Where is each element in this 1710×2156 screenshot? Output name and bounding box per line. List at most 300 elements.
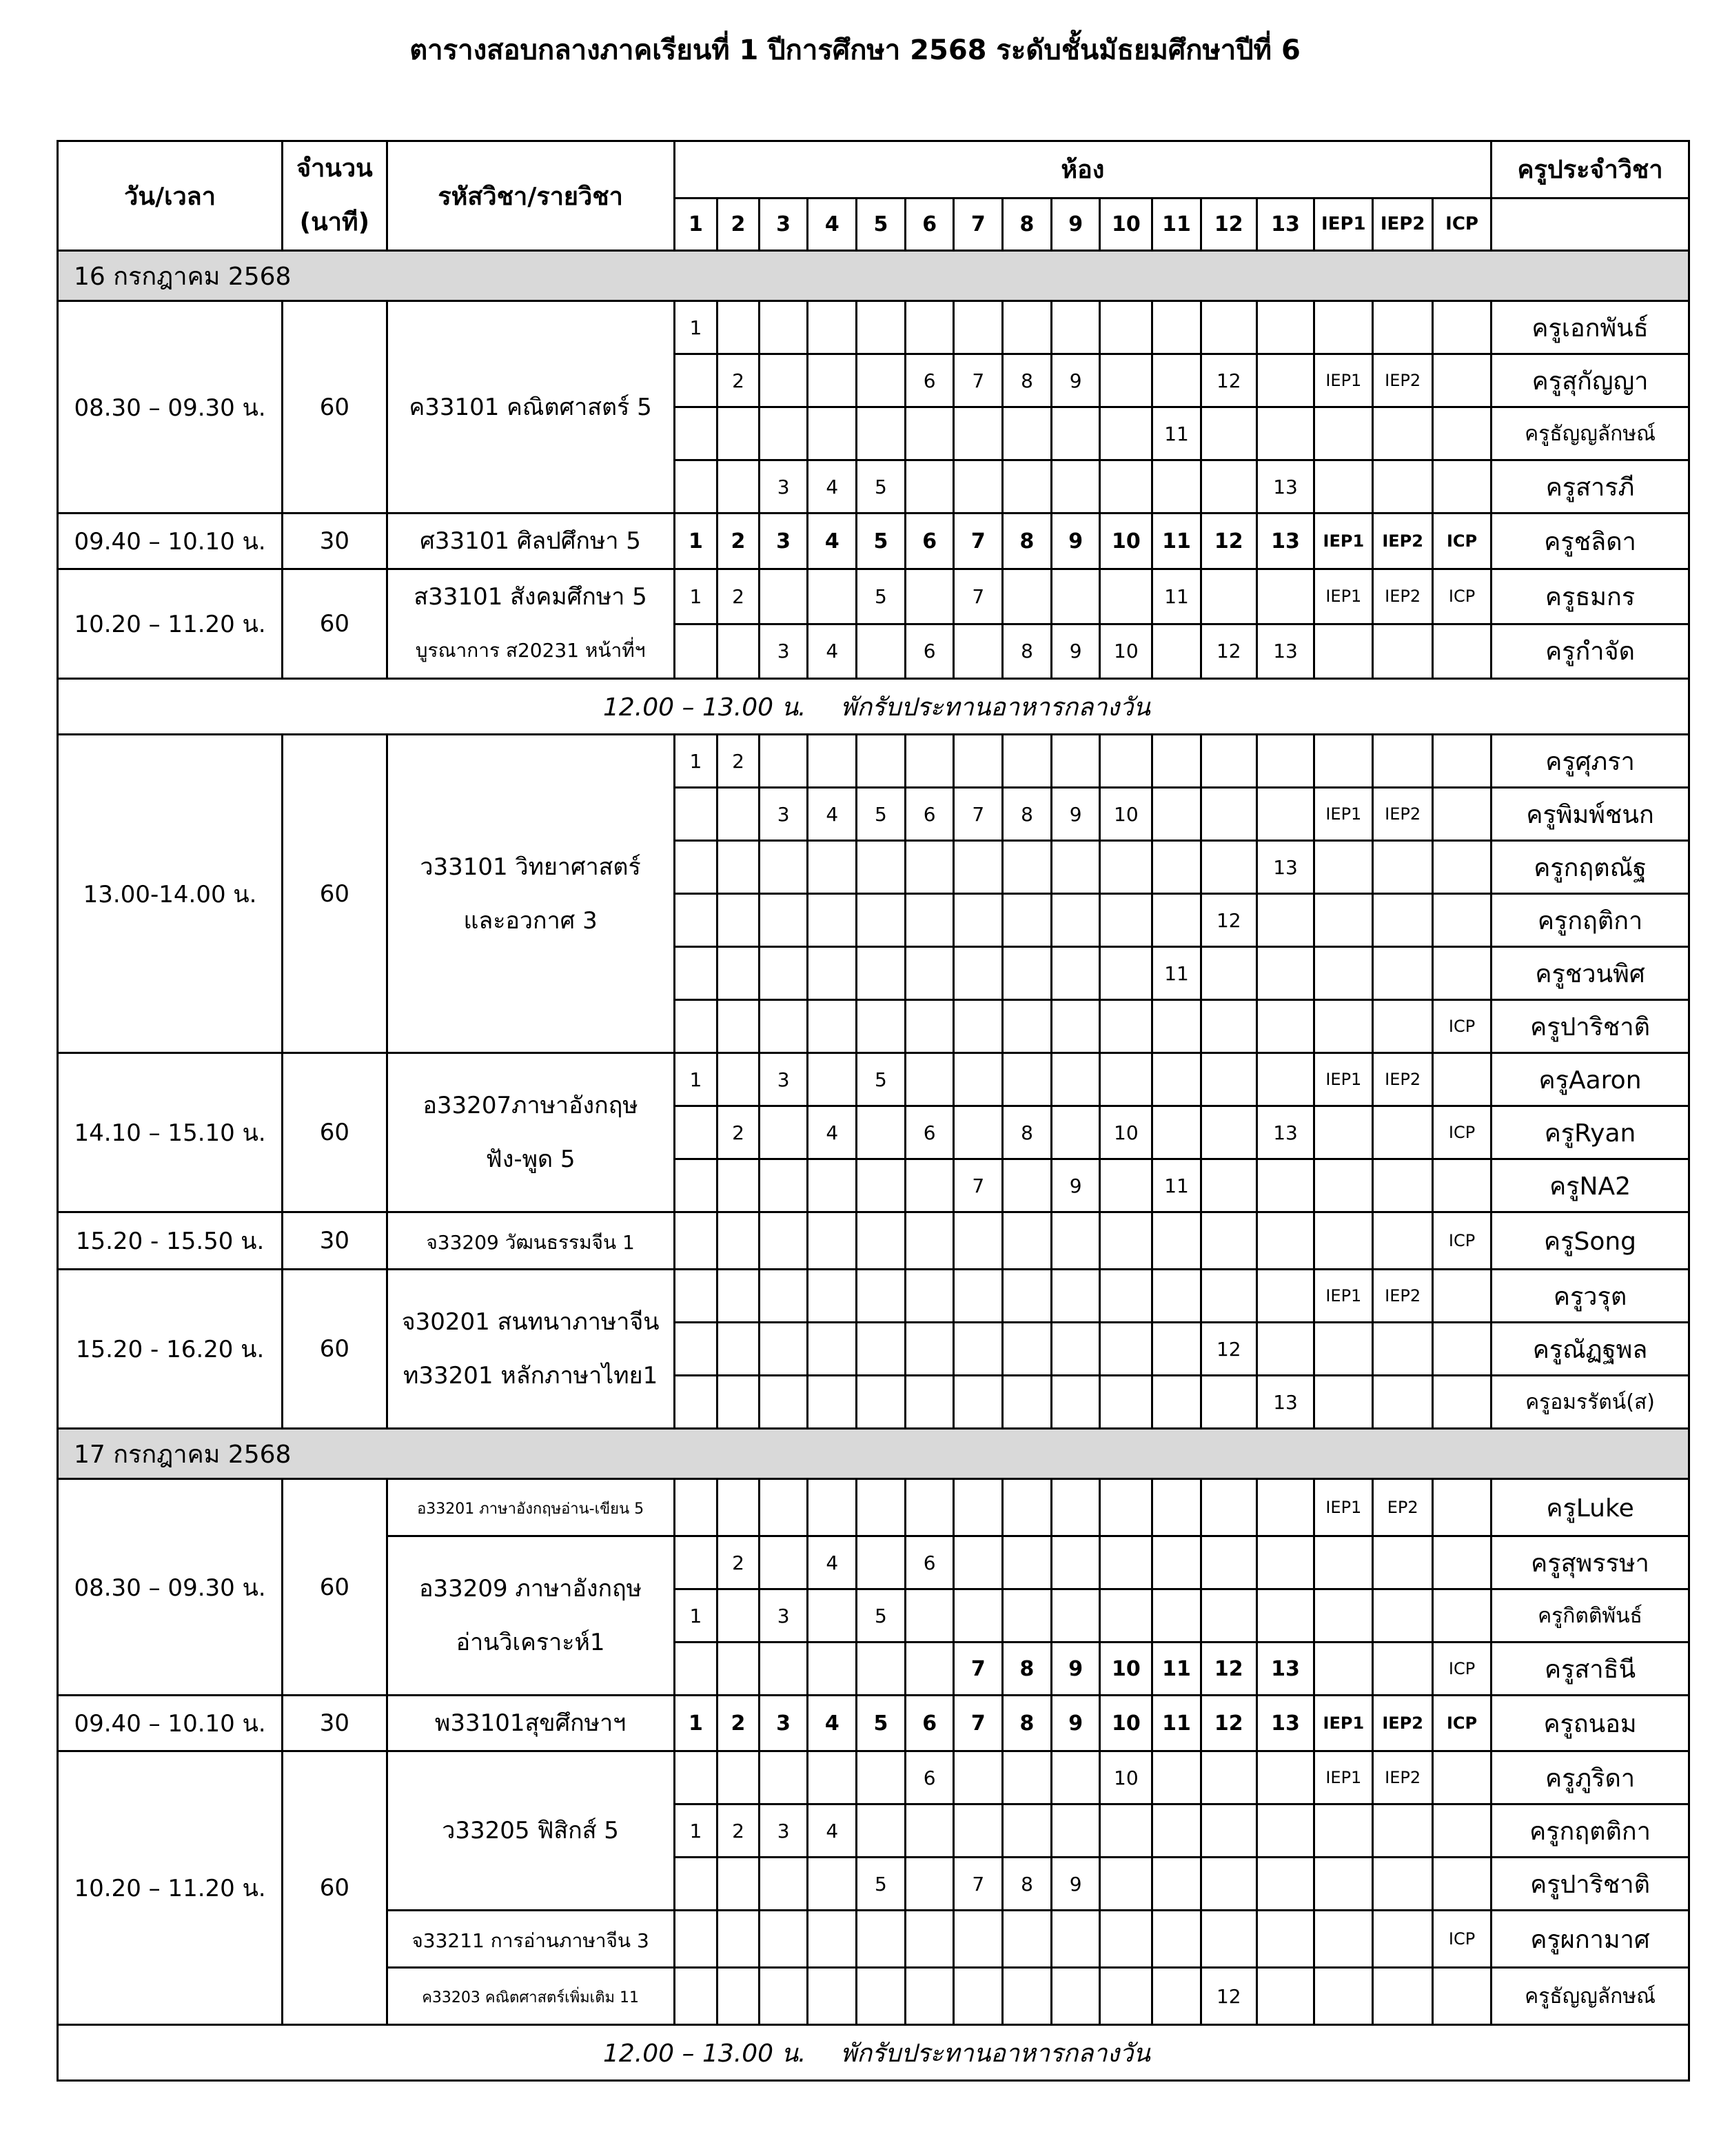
room-cell-iep1 xyxy=(1314,1212,1373,1270)
room-cell-1: 1 xyxy=(674,513,717,569)
subject-cell xyxy=(387,301,674,513)
room-cell-9 xyxy=(1051,841,1100,894)
room-cell-6: 6 xyxy=(905,1751,954,1804)
room-cell-4 xyxy=(808,1053,857,1106)
room-cell-7: 7 xyxy=(954,1858,1003,1911)
room-cell-8 xyxy=(1003,1159,1052,1212)
room-cell-2 xyxy=(717,788,760,841)
room-cell-iep1: IEP1 xyxy=(1314,1751,1373,1804)
subject-name: จ30201 สนทนาภาษาจีน xyxy=(401,1308,660,1336)
room-cell-iep2 xyxy=(1373,624,1433,679)
room-cell-iep1: IEP1 xyxy=(1314,1479,1373,1536)
room-cell-icp: ICP xyxy=(1433,1643,1492,1696)
room-cell-5 xyxy=(857,1323,906,1376)
room-cell-1 xyxy=(674,1968,717,2025)
room-cell-1 xyxy=(674,1911,717,1968)
room-cell-3: 3 xyxy=(759,1696,808,1751)
room-cell-1: 1 xyxy=(674,1696,717,1751)
room-cell-7 xyxy=(954,841,1003,894)
room-cell-icp xyxy=(1433,1053,1492,1106)
room-cell-5: 5 xyxy=(857,788,906,841)
room-cell-11 xyxy=(1152,788,1201,841)
room-cell-icp xyxy=(1433,1858,1492,1911)
room-cell-11: 11 xyxy=(1152,407,1201,460)
room-cell-2: 2 xyxy=(717,735,760,788)
table-row xyxy=(58,1212,1689,1270)
room-cell-8 xyxy=(1003,1323,1052,1376)
room-header-4: 4 xyxy=(808,198,857,250)
subject-name: อ33201 ภาษาอังกฤษอ่าน-เขียน 5 xyxy=(417,1501,644,1518)
room-cell-10 xyxy=(1100,1911,1152,1968)
room-header-11: 11 xyxy=(1152,198,1201,250)
room-cell-8 xyxy=(1003,841,1052,894)
teacher-name: ครูชลิดา xyxy=(1492,513,1689,569)
lunch-text: พักรับประทานอาหารกลางวัน xyxy=(840,693,1150,722)
room-cell-8: 8 xyxy=(1003,513,1052,569)
room-cell-11 xyxy=(1152,1911,1201,1968)
room-cell-13: 13 xyxy=(1256,1106,1314,1159)
subject-name: ค33101 คณิตศาสตร์ 5 xyxy=(409,393,652,421)
room-cell-10 xyxy=(1100,894,1152,947)
room-cell-8: 8 xyxy=(1003,788,1052,841)
subject-cell xyxy=(387,1053,674,1212)
room-cell-7 xyxy=(954,460,1003,513)
teacher-name: ครูถนอม xyxy=(1492,1696,1689,1751)
room-cell-10: 10 xyxy=(1100,513,1152,569)
room-cell-iep1 xyxy=(1314,735,1373,788)
room-cell-2 xyxy=(717,894,760,947)
room-cell-9: 9 xyxy=(1051,513,1100,569)
subject-cell xyxy=(387,735,674,1053)
room-cell-4 xyxy=(808,1376,857,1429)
subject-cell xyxy=(387,569,674,679)
room-cell-11: 11 xyxy=(1152,569,1201,624)
room-cell-11 xyxy=(1152,460,1201,513)
room-header-icp: ICP xyxy=(1433,198,1492,250)
room-cell-5: 5 xyxy=(857,1053,906,1106)
room-cell-11 xyxy=(1152,1000,1201,1053)
room-cell-icp xyxy=(1433,1804,1492,1858)
room-cell-6 xyxy=(905,1643,954,1696)
room-cell-5 xyxy=(857,301,906,354)
teacher-name: ครูผกามาศ xyxy=(1492,1911,1689,1968)
room-cell-iep2 xyxy=(1373,947,1433,1000)
room-cell-7: 7 xyxy=(954,513,1003,569)
room-cell-iep1 xyxy=(1314,841,1373,894)
room-cell-3: 3 xyxy=(759,460,808,513)
room-cell-7 xyxy=(954,301,1003,354)
room-cell-7 xyxy=(954,1536,1003,1589)
header-minutes xyxy=(283,141,387,251)
room-cell-12 xyxy=(1201,1751,1256,1804)
room-cell-10 xyxy=(1100,1270,1152,1323)
room-cell-icp xyxy=(1433,1968,1492,2025)
room-cell-7 xyxy=(954,735,1003,788)
subject-name: ว33101 วิทยาศาสตร์ xyxy=(420,853,641,881)
room-cell-3 xyxy=(759,1643,808,1696)
room-cell-7 xyxy=(954,1106,1003,1159)
lunch-break xyxy=(58,679,1689,735)
room-cell-1 xyxy=(674,1270,717,1323)
room-cell-iep2 xyxy=(1373,1589,1433,1643)
room-cell-2: 2 xyxy=(717,1106,760,1159)
room-cell-3 xyxy=(759,1000,808,1053)
room-cell-3 xyxy=(759,735,808,788)
room-cell-icp xyxy=(1433,947,1492,1000)
table-row xyxy=(58,1751,1689,1804)
room-cell-2 xyxy=(717,1589,760,1643)
room-cell-9 xyxy=(1051,894,1100,947)
room-cell-1 xyxy=(674,1159,717,1212)
room-cell-9 xyxy=(1051,1536,1100,1589)
room-cell-icp: ICP xyxy=(1433,1212,1492,1270)
room-cell-iep1 xyxy=(1314,1000,1373,1053)
teacher-name: ครูRyan xyxy=(1492,1106,1689,1159)
room-cell-iep1 xyxy=(1314,947,1373,1000)
lunch-break-row xyxy=(58,2025,1689,2081)
room-cell-icp xyxy=(1433,1589,1492,1643)
room-cell-5 xyxy=(857,1159,906,1212)
subject-name: บูรณาการ ส20231 หน้าที่ฯ xyxy=(415,639,646,662)
room-cell-icp xyxy=(1433,1536,1492,1589)
room-cell-iep1 xyxy=(1314,1643,1373,1696)
room-cell-4: 4 xyxy=(808,788,857,841)
teacher-name: ครูกฤตณัฐ xyxy=(1492,841,1689,894)
room-cell-9 xyxy=(1051,1053,1100,1106)
room-cell-2: 2 xyxy=(717,1536,760,1589)
room-cell-9 xyxy=(1051,1804,1100,1858)
room-cell-iep1: IEP1 xyxy=(1314,1053,1373,1106)
room-cell-3 xyxy=(759,1270,808,1323)
room-cell-13 xyxy=(1256,1270,1314,1323)
room-cell-3 xyxy=(759,1159,808,1212)
room-cell-11: 11 xyxy=(1152,1159,1201,1212)
room-cell-10 xyxy=(1100,1159,1152,1212)
room-cell-3 xyxy=(759,1212,808,1270)
room-cell-8 xyxy=(1003,1376,1052,1429)
room-cell-2 xyxy=(717,1270,760,1323)
room-cell-8 xyxy=(1003,301,1052,354)
room-cell-8 xyxy=(1003,1968,1052,2025)
room-cell-6 xyxy=(905,947,954,1000)
room-cell-iep2: IEP2 xyxy=(1373,788,1433,841)
room-cell-5: 5 xyxy=(857,460,906,513)
room-cell-3: 3 xyxy=(759,1804,808,1858)
room-cell-5 xyxy=(857,1000,906,1053)
room-cell-10: 10 xyxy=(1100,1696,1152,1751)
room-cell-icp xyxy=(1433,354,1492,407)
room-cell-6 xyxy=(905,735,954,788)
room-cell-4: 4 xyxy=(808,1804,857,1858)
room-cell-iep2: IEP2 xyxy=(1373,1053,1433,1106)
room-header-12: 12 xyxy=(1201,198,1256,250)
table-row xyxy=(58,1696,1689,1751)
room-cell-8 xyxy=(1003,1212,1052,1270)
exam-time: 10.20 – 11.20 น. xyxy=(58,569,283,679)
room-cell-9: 9 xyxy=(1051,624,1100,679)
room-cell-7 xyxy=(954,1804,1003,1858)
room-cell-6: 6 xyxy=(905,513,954,569)
room-cell-12 xyxy=(1201,1270,1256,1323)
room-cell-1: 1 xyxy=(674,569,717,624)
header-minutes-line2: (นาที) xyxy=(299,208,370,236)
room-cell-11 xyxy=(1152,841,1201,894)
room-cell-12 xyxy=(1201,1589,1256,1643)
room-cell-10 xyxy=(1100,841,1152,894)
room-cell-iep1 xyxy=(1314,1106,1373,1159)
room-cell-3 xyxy=(759,1751,808,1804)
room-cell-5 xyxy=(857,624,906,679)
room-cell-13 xyxy=(1256,407,1314,460)
subject-name: อ่านวิเคราะห์1 xyxy=(456,1629,605,1656)
room-cell-12 xyxy=(1201,1159,1256,1212)
room-cell-12 xyxy=(1201,1536,1256,1589)
room-cell-6 xyxy=(905,1376,954,1429)
room-cell-13 xyxy=(1256,735,1314,788)
room-header-7: 7 xyxy=(954,198,1003,250)
room-cell-icp: ICP xyxy=(1433,569,1492,624)
room-cell-4: 4 xyxy=(808,1106,857,1159)
room-cell-13 xyxy=(1256,1751,1314,1804)
room-cell-iep2 xyxy=(1373,1643,1433,1696)
room-cell-iep2 xyxy=(1373,1159,1433,1212)
room-cell-10 xyxy=(1100,1804,1152,1858)
room-cell-2 xyxy=(717,1911,760,1968)
room-cell-2 xyxy=(717,301,760,354)
room-cell-1 xyxy=(674,788,717,841)
table-row xyxy=(58,1053,1689,1106)
teacher-name: ครูธมกร xyxy=(1492,569,1689,624)
room-cell-6 xyxy=(905,460,954,513)
room-cell-iep2: IEP2 xyxy=(1373,354,1433,407)
room-cell-7: 7 xyxy=(954,788,1003,841)
room-cell-iep2: EP2 xyxy=(1373,1479,1433,1536)
room-cell-4 xyxy=(808,1323,857,1376)
room-cell-6 xyxy=(905,1159,954,1212)
room-cell-10 xyxy=(1100,354,1152,407)
room-cell-3 xyxy=(759,354,808,407)
room-cell-icp xyxy=(1433,788,1492,841)
room-cell-4 xyxy=(808,947,857,1000)
room-cell-2 xyxy=(717,1053,760,1106)
exam-time: 14.10 – 15.10 น. xyxy=(58,1053,283,1212)
room-cell-7 xyxy=(954,1479,1003,1536)
room-cell-13 xyxy=(1256,1858,1314,1911)
teacher-name: ครูกฤติกา xyxy=(1492,894,1689,947)
room-cell-7: 7 xyxy=(954,1696,1003,1751)
room-header-8: 8 xyxy=(1003,198,1052,250)
room-cell-11 xyxy=(1152,735,1201,788)
room-cell-iep2 xyxy=(1373,301,1433,354)
room-cell-9 xyxy=(1051,735,1100,788)
room-cell-icp: ICP xyxy=(1433,1106,1492,1159)
room-cell-13 xyxy=(1256,1159,1314,1212)
room-cell-13: 13 xyxy=(1256,624,1314,679)
room-cell-12: 12 xyxy=(1201,354,1256,407)
room-cell-6 xyxy=(905,841,954,894)
room-cell-13: 13 xyxy=(1256,1643,1314,1696)
room-cell-3 xyxy=(759,947,808,1000)
room-cell-12 xyxy=(1201,788,1256,841)
room-cell-12 xyxy=(1201,1053,1256,1106)
room-cell-6 xyxy=(905,1323,954,1376)
exam-minutes: 30 xyxy=(283,1212,387,1270)
room-cell-11 xyxy=(1152,1858,1201,1911)
room-cell-12 xyxy=(1201,569,1256,624)
room-cell-10 xyxy=(1100,1212,1152,1270)
room-cell-2 xyxy=(717,947,760,1000)
room-cell-2 xyxy=(717,1212,760,1270)
room-cell-3 xyxy=(759,1479,808,1536)
teacher-name: ครูกิตติพันธ์ xyxy=(1492,1589,1689,1643)
room-cell-8 xyxy=(1003,407,1052,460)
room-cell-1: 1 xyxy=(674,1804,717,1858)
room-cell-5 xyxy=(857,407,906,460)
room-cell-iep1: IEP1 xyxy=(1314,1696,1373,1751)
room-cell-12: 12 xyxy=(1201,1968,1256,2025)
room-cell-3 xyxy=(759,301,808,354)
room-cell-10 xyxy=(1100,1323,1152,1376)
room-cell-4 xyxy=(808,1911,857,1968)
room-cell-1 xyxy=(674,894,717,947)
room-cell-3: 3 xyxy=(759,513,808,569)
room-cell-3: 3 xyxy=(759,1589,808,1643)
subject-name: ท33201 หลักภาษาไทย1 xyxy=(403,1362,658,1390)
room-cell-6 xyxy=(905,1858,954,1911)
room-cell-1 xyxy=(674,947,717,1000)
room-cell-2: 2 xyxy=(717,1804,760,1858)
room-cell-7: 7 xyxy=(954,1159,1003,1212)
teacher-name: ครูปาริชาติ xyxy=(1492,1000,1689,1053)
room-cell-11 xyxy=(1152,1804,1201,1858)
room-cell-6 xyxy=(905,407,954,460)
room-cell-3: 3 xyxy=(759,788,808,841)
room-cell-9: 9 xyxy=(1051,1643,1100,1696)
room-cell-12: 12 xyxy=(1201,624,1256,679)
room-cell-13: 13 xyxy=(1256,841,1314,894)
teacher-name: ครูสุพรรษา xyxy=(1492,1536,1689,1589)
room-cell-13 xyxy=(1256,1000,1314,1053)
subject-cell xyxy=(387,1212,674,1270)
exam-minutes: 60 xyxy=(283,1479,387,1696)
room-cell-9 xyxy=(1051,1589,1100,1643)
room-cell-2: 2 xyxy=(717,569,760,624)
subject-name: และอวกาศ 3 xyxy=(463,906,598,935)
room-cell-12 xyxy=(1201,947,1256,1000)
room-cell-iep2: IEP2 xyxy=(1373,1696,1433,1751)
room-cell-10 xyxy=(1100,1589,1152,1643)
teacher-name: ครูภูริดา xyxy=(1492,1751,1689,1804)
room-cell-8: 8 xyxy=(1003,1106,1052,1159)
room-cell-7 xyxy=(954,624,1003,679)
room-cell-4 xyxy=(808,1212,857,1270)
room-cell-5 xyxy=(857,1911,906,1968)
room-cell-1 xyxy=(674,354,717,407)
room-cell-icp xyxy=(1433,1751,1492,1804)
room-cell-8 xyxy=(1003,735,1052,788)
room-cell-13 xyxy=(1256,1589,1314,1643)
room-cell-12: 12 xyxy=(1201,1696,1256,1751)
room-cell-10 xyxy=(1100,301,1152,354)
room-cell-7 xyxy=(954,1053,1003,1106)
room-cell-4: 4 xyxy=(808,1536,857,1589)
room-cell-7: 7 xyxy=(954,569,1003,624)
room-cell-iep1 xyxy=(1314,1911,1373,1968)
room-cell-6: 6 xyxy=(905,1536,954,1589)
lunch-break-row xyxy=(58,679,1689,735)
room-cell-3 xyxy=(759,1968,808,2025)
room-cell-icp xyxy=(1433,624,1492,679)
room-cell-4 xyxy=(808,894,857,947)
room-cell-6 xyxy=(905,1212,954,1270)
teacher-name: ครูชวนพิศ xyxy=(1492,947,1689,1000)
room-cell-5: 5 xyxy=(857,1589,906,1643)
room-cell-iep2 xyxy=(1373,1858,1433,1911)
room-cell-11: 11 xyxy=(1152,947,1201,1000)
room-cell-6 xyxy=(905,1053,954,1106)
room-cell-13 xyxy=(1256,1911,1314,1968)
room-cell-iep2 xyxy=(1373,1376,1433,1429)
room-cell-2: 2 xyxy=(717,354,760,407)
room-cell-4 xyxy=(808,1159,857,1212)
header-teacher: ครูประจำวิชา xyxy=(1492,141,1689,199)
room-cell-9 xyxy=(1051,1270,1100,1323)
teacher-name: ครูNA2 xyxy=(1492,1159,1689,1212)
room-header-10: 10 xyxy=(1100,198,1152,250)
room-cell-1 xyxy=(674,407,717,460)
room-cell-10: 10 xyxy=(1100,788,1152,841)
room-cell-11 xyxy=(1152,1053,1201,1106)
room-cell-2 xyxy=(717,1751,760,1804)
room-cell-11 xyxy=(1152,301,1201,354)
subject-name: ฟัง-พูด 5 xyxy=(485,1146,576,1173)
room-cell-2 xyxy=(717,1858,760,1911)
room-cell-8 xyxy=(1003,1911,1052,1968)
room-cell-4 xyxy=(808,1479,857,1536)
room-cell-iep2 xyxy=(1373,841,1433,894)
room-cell-3 xyxy=(759,1376,808,1429)
room-cell-9: 9 xyxy=(1051,1696,1100,1751)
exam-minutes: 60 xyxy=(283,735,387,1053)
room-cell-8 xyxy=(1003,1000,1052,1053)
room-cell-9 xyxy=(1051,947,1100,1000)
room-cell-iep1: IEP1 xyxy=(1314,354,1373,407)
room-cell-icp xyxy=(1433,1376,1492,1429)
room-cell-7: 7 xyxy=(954,1643,1003,1696)
room-header-13: 13 xyxy=(1256,198,1314,250)
room-cell-1 xyxy=(674,1106,717,1159)
room-cell-6 xyxy=(905,1911,954,1968)
room-cell-12 xyxy=(1201,1000,1256,1053)
teacher-name: ครูปาริชาติ xyxy=(1492,1858,1689,1911)
room-cell-13 xyxy=(1256,1536,1314,1589)
room-cell-10 xyxy=(1100,1479,1152,1536)
room-cell-2 xyxy=(717,460,760,513)
room-cell-11 xyxy=(1152,1106,1201,1159)
room-cell-4: 4 xyxy=(808,513,857,569)
room-cell-7 xyxy=(954,1911,1003,1968)
exam-minutes: 60 xyxy=(283,1751,387,2025)
room-cell-1 xyxy=(674,841,717,894)
room-cell-13 xyxy=(1256,1804,1314,1858)
room-cell-icp xyxy=(1433,735,1492,788)
room-cell-6 xyxy=(905,1968,954,2025)
room-cell-iep1 xyxy=(1314,1159,1373,1212)
subject-name: ส33101 สังคมศึกษา 5 xyxy=(414,583,647,611)
room-cell-5 xyxy=(857,1212,906,1270)
room-cell-7 xyxy=(954,1323,1003,1376)
room-cell-iep1 xyxy=(1314,1536,1373,1589)
